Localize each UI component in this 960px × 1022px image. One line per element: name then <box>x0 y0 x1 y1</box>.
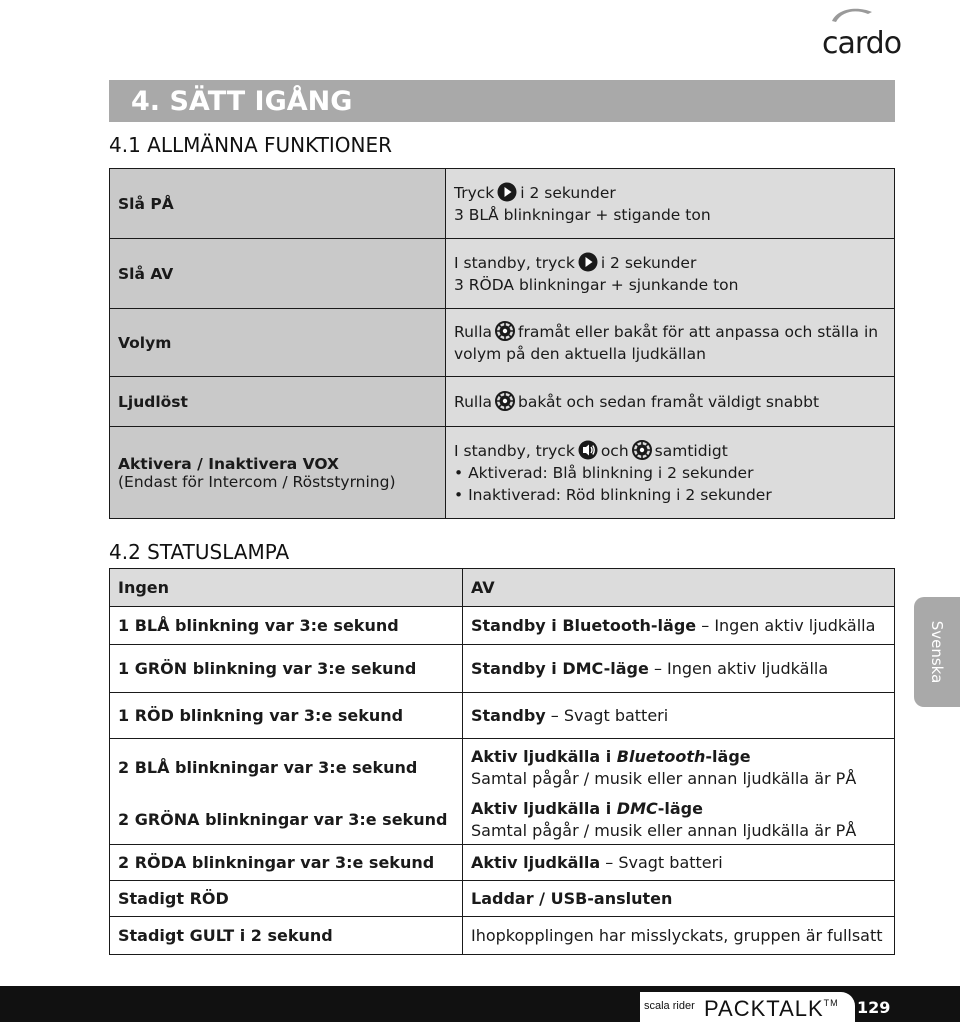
section-title: 4. SÄTT IGÅNG <box>109 80 895 122</box>
status-row <box>110 645 895 693</box>
status-row <box>110 569 895 607</box>
function-label: Ljudlöst <box>110 377 446 427</box>
desc-text: 3 BLÅ blinkningar + stigande ton <box>454 205 711 224</box>
state-bold-italic: DMC <box>616 799 658 819</box>
status-led-table <box>109 568 895 955</box>
state-text: Samtal pågår / musik eller annan ljudkälla är PÅ <box>471 821 857 841</box>
state-text: – Svagt batteri <box>600 852 723 872</box>
function-description <box>446 309 895 377</box>
desc-bullet: • Inaktiverad: Röd blinkning i 2 sekunder <box>454 485 772 504</box>
device-state <box>463 645 895 693</box>
led-pattern: 1 RÖD blinkning var 3:e sekund <box>110 693 463 739</box>
function-description <box>446 169 895 239</box>
device-state <box>463 607 895 645</box>
function-description <box>446 377 895 427</box>
function-description <box>446 427 895 519</box>
desc-text: volym på den aktuella ljudkällan <box>454 344 706 363</box>
jog-dial-icon <box>495 391 515 411</box>
desc-text: framåt eller bakåt för att anpassa och ställa in <box>518 322 879 341</box>
function-label: Slå PÅ <box>110 169 446 239</box>
function-row-volume <box>110 309 895 377</box>
general-functions-table <box>109 168 895 519</box>
led-pattern: 1 BLÅ blinkning var 3:e sekund <box>110 607 463 645</box>
desc-text: i 2 sekunder <box>600 253 697 272</box>
language-tab <box>914 597 960 707</box>
language-tab-label: Svenska <box>928 620 946 684</box>
state-text: – Ingen aktiv ljudkälla <box>648 658 829 678</box>
function-label <box>110 427 446 519</box>
function-label: Volym <box>110 309 446 377</box>
device-state <box>463 845 895 881</box>
desc-text: samtidigt <box>654 441 728 460</box>
led-pattern: 2 BLÅ blinkningar var 3:e sekund <box>110 739 463 797</box>
intercom-button-icon <box>578 440 598 460</box>
footer-brand-small: scala rider <box>644 1000 695 1012</box>
footer-brand-text: PACKTALK <box>704 996 824 1021</box>
function-row-power-off <box>110 239 895 309</box>
state-bold: -läge <box>657 799 703 819</box>
function-row-vox <box>110 427 895 519</box>
desc-text: i 2 sekunder <box>520 183 616 202</box>
desc-text: Rulla <box>454 322 493 341</box>
status-row <box>110 881 895 917</box>
status-row <box>110 917 895 955</box>
jog-dial-icon <box>632 440 652 460</box>
led-pattern: 2 GRÖNA blinkningar var 3:e sekund <box>110 797 463 845</box>
led-pattern: Stadigt GULT i 2 sekund <box>110 917 463 955</box>
status-row <box>110 607 895 645</box>
state-bold: Standby <box>471 705 546 725</box>
state-bold: AV <box>471 577 495 597</box>
function-row-mute <box>110 377 895 427</box>
led-pattern: Stadigt RÖD <box>110 881 463 917</box>
state-bold-italic: Bluetooth <box>616 746 706 766</box>
status-row <box>110 693 895 739</box>
desc-bullet: • Aktiverad: Blå blinkning i 2 sekunder <box>454 463 754 482</box>
desc-text: och <box>600 441 629 460</box>
subsection-heading-status: 4.2 STATUSLAMPA <box>109 540 290 564</box>
desc-text: I standby, tryck <box>454 441 575 460</box>
status-row <box>110 739 895 797</box>
state-text: Samtal pågår / musik eller annan ljudkälla är PÅ <box>471 768 857 788</box>
trademark-mark: TM <box>823 998 839 1008</box>
state-bold: Laddar / USB-ansluten <box>471 888 673 908</box>
state-text: – Svagt batteri <box>545 705 669 725</box>
jog-dial-icon <box>495 321 515 341</box>
device-state <box>463 569 895 607</box>
function-row-power-on <box>110 169 895 239</box>
led-pattern: Ingen <box>110 569 463 607</box>
state-bold: Aktiv ljudkälla <box>471 852 601 872</box>
led-pattern: 2 RÖDA blinkningar var 3:e sekund <box>110 845 463 881</box>
device-state <box>463 917 895 955</box>
device-state <box>463 693 895 739</box>
device-state <box>463 881 895 917</box>
play-button-icon <box>578 252 598 272</box>
desc-text: 3 RÖDA blinkningar + sjunkande ton <box>454 275 739 294</box>
led-pattern: 1 GRÖN blinkning var 3:e sekund <box>110 645 463 693</box>
state-bold: Standby i Bluetooth-läge <box>471 615 697 635</box>
desc-text: bakåt och sedan framåt väldigt snabbt <box>518 392 820 411</box>
status-row <box>110 845 895 881</box>
logo-swoosh-icon <box>828 6 876 24</box>
desc-text: Rulla <box>454 392 493 411</box>
state-text: Ihopkopplingen har misslyckats, gruppen är fullsatt <box>471 925 883 945</box>
play-button-icon <box>497 182 517 202</box>
status-row <box>110 797 895 845</box>
subsection-heading-general: 4.1 ALLMÄNNA FUNKTIONER <box>109 133 393 157</box>
cardo-logo <box>822 6 902 61</box>
state-bold: Aktiv ljudkälla i <box>471 746 617 766</box>
function-label-text: Aktivera / Inaktivera VOX <box>118 454 339 473</box>
footer-brand-name <box>704 996 839 1022</box>
desc-text: I standby, tryck <box>454 253 575 272</box>
state-bold: Aktiv ljudkälla i <box>471 799 617 819</box>
state-bold: -läge <box>705 746 751 766</box>
device-state <box>463 797 895 845</box>
desc-text: Tryck <box>454 183 495 202</box>
state-bold: Standby i DMC-läge <box>471 658 649 678</box>
page-number: 129 <box>857 998 891 1017</box>
logo-text: cardo <box>822 26 902 61</box>
function-description <box>446 239 895 309</box>
device-state <box>463 739 895 797</box>
function-label: Slå AV <box>110 239 446 309</box>
function-sublabel: (Endast för Intercom / Röststyrning) <box>118 472 396 491</box>
state-text: – Ingen aktiv ljudkälla <box>696 615 876 635</box>
